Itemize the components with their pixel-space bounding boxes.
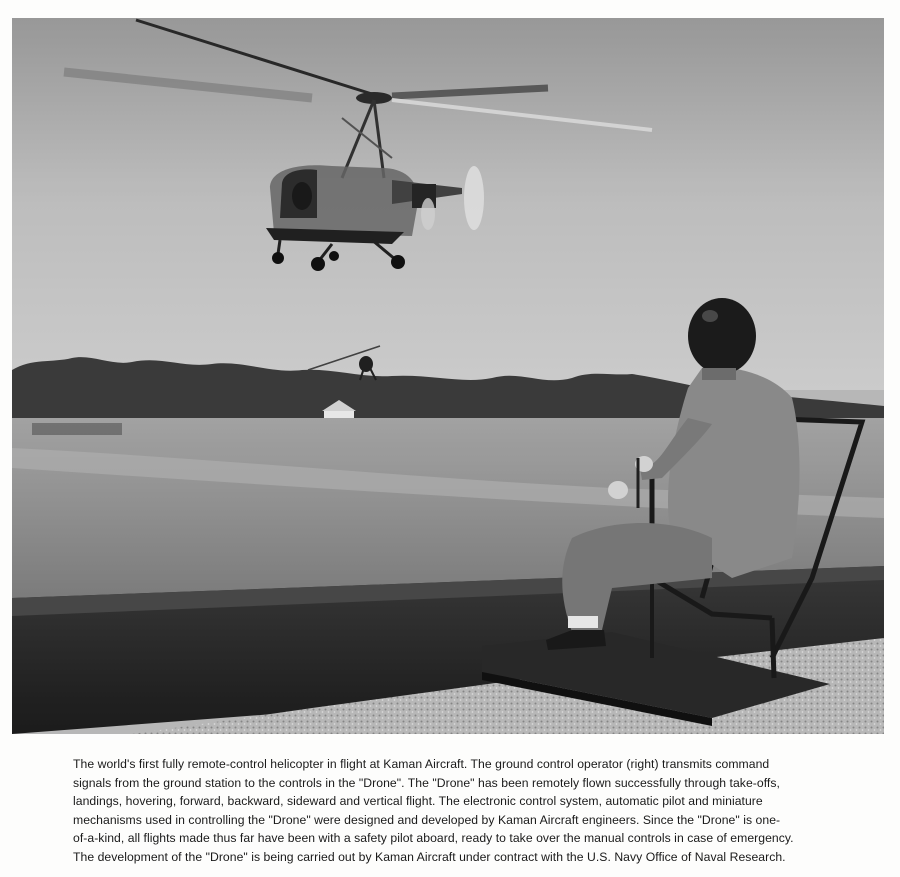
caption-line: signals from the ground station to the controls in the "Drone". The "Drone" has been remotely flown successfully through take-offs, — [73, 775, 780, 790]
photo-illustration — [12, 18, 884, 734]
caption-line: landings, hovering, forward, backward, sideward and vertical flight. The electronic control system, automatic pilot and miniature — [73, 794, 763, 809]
helicopter-photograph — [12, 18, 884, 734]
caption-line: of-a-kind, all flights made thus far have been with a safety pilot aboard, ready to take over the manual controls in case of emergency. — [73, 831, 794, 846]
caption-line: The world's first fully remote-control helicopter in flight at Kaman Aircraft. The ground control operator (right) transmits command — [73, 757, 770, 771]
caption-line: mechanisms used in controlling the "Drone" were designed and developed by Kaman Aircraft engineers. Since the "Drone" is one- — [73, 812, 781, 827]
caption-line: The development of the "Drone" is being carried out by Kaman Aircraft under contract with the U.S. Navy Office of Naval Research. — [73, 849, 786, 864]
photo-caption — [73, 755, 833, 867]
